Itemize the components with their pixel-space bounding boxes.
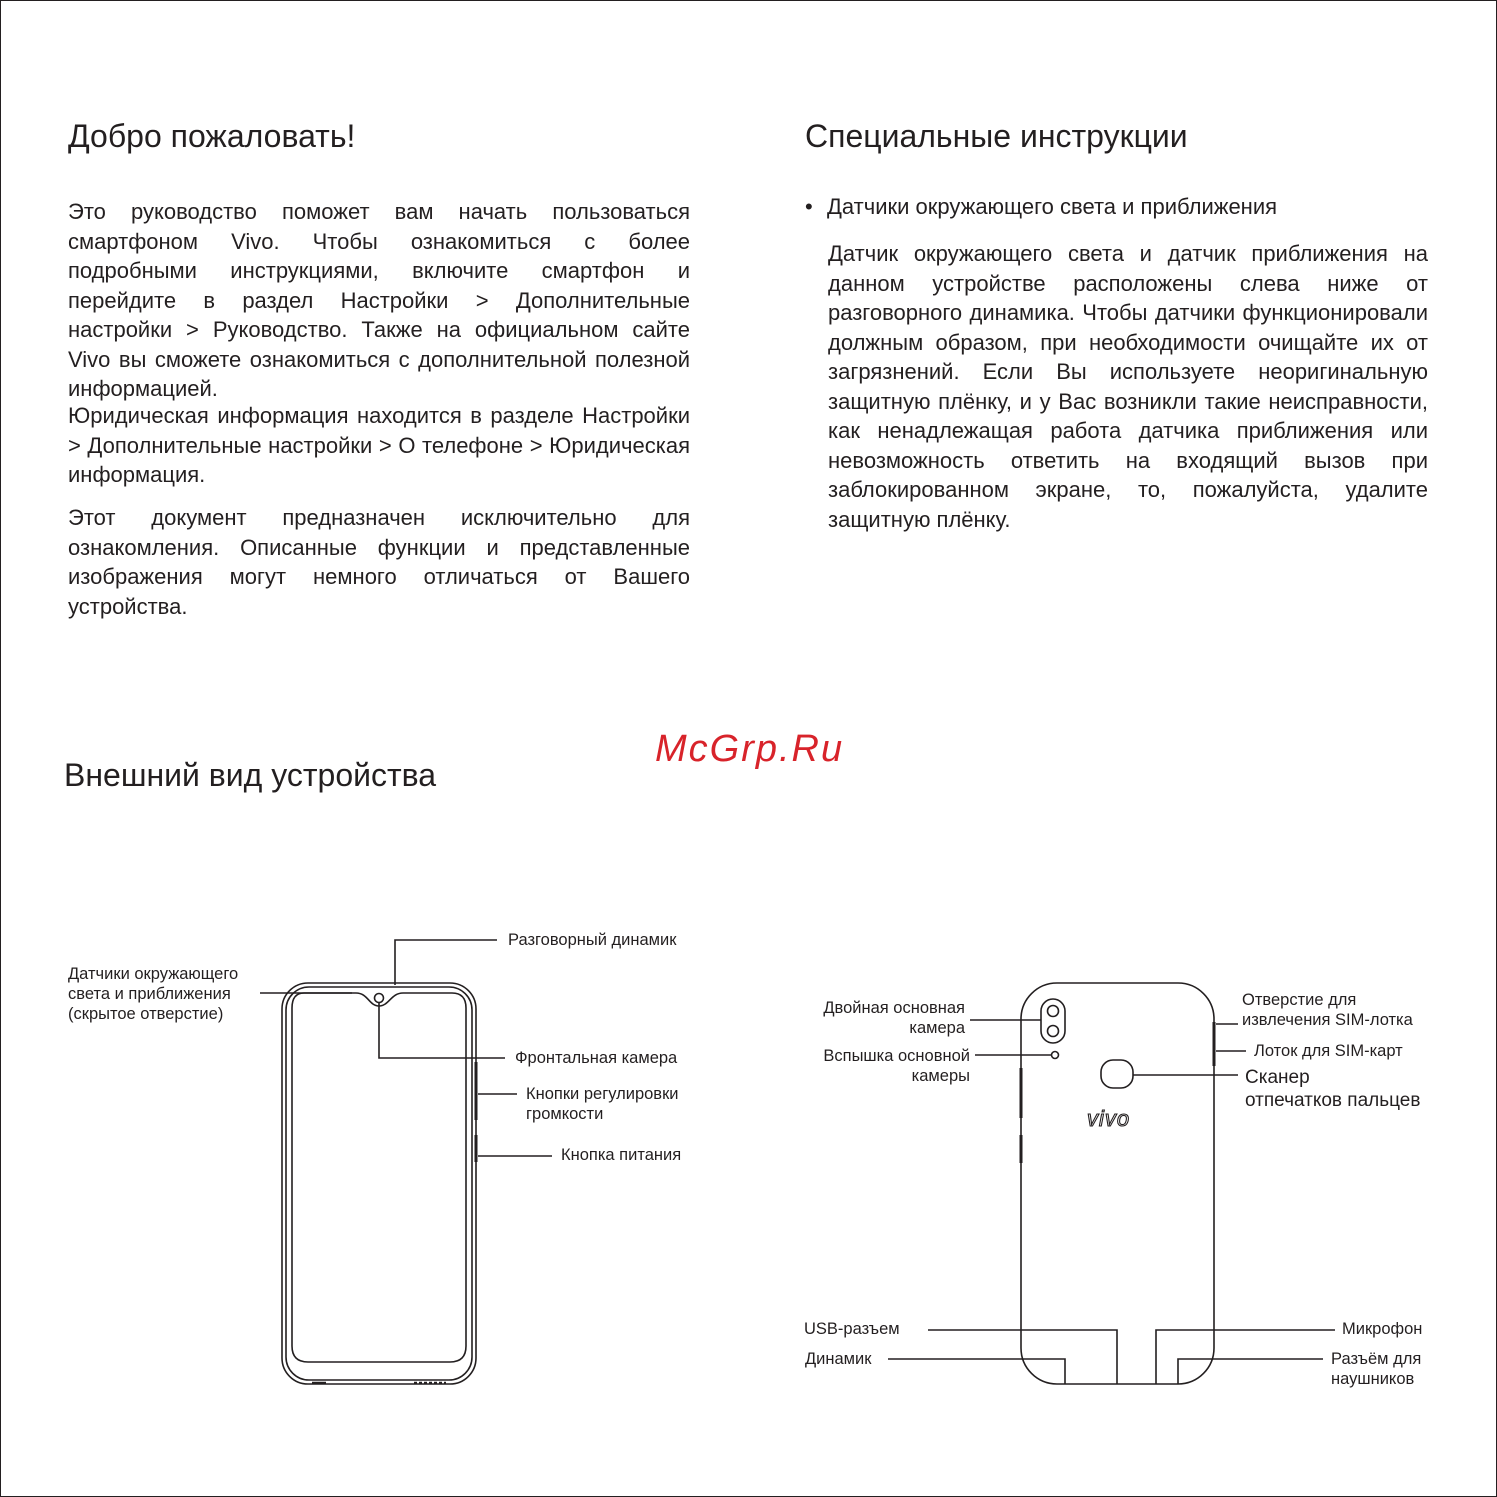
leader-mic [1156,1330,1335,1384]
label-dual-camera-line-1: Двойная основная [823,999,965,1017]
watermark: McGrp.Ru [655,728,845,770]
label-sim-hole-line-1: Отверстие для [1242,991,1357,1009]
special-instructions-title: Специальные инструкции [805,118,1188,154]
label-sim-tray: Лоток для SIM-карт [1254,1042,1403,1060]
welcome-paragraph-3: Этот документ предназначен исключительно для ознакомления. Описанные функции и представленные изображения могут немного отличаться от Вашего устройства. [68,505,690,619]
label-volume [526,1084,679,1124]
bullet-text: Датчики окружающего света и приближения [827,194,1278,219]
special-instructions-paragraph: Датчик окружающего света и датчик приближения на данном устройстве расположены слева ниже от разговорного динамика. Чтобы датчики функционировали должным образом, при необходимости очищайте их от загрязнений. Если Вы используете неоригинальную защитную плёнку, и у Вас возникли такие неисправности, как ненадлежащая работа датчика приближения или невозможность ответить на входящий вызов при заблокированном экране, то, пожалуйста, удалите защитную плёнку. [828,241,1428,532]
label-volume-line-1: Кнопки регулировки [526,1085,679,1103]
label-dual-camera [790,998,965,1038]
label-usb: USB-разъем [804,1320,900,1338]
label-bottom-speaker: Динамик [805,1350,872,1368]
label-front-camera: Фронтальная камера [515,1049,678,1067]
welcome-title: Добро пожаловать! [68,118,356,154]
label-headphone [1331,1349,1421,1389]
label-flash-line-1: Вспышка основной [823,1047,970,1065]
vivo-logo: vivo [1087,1106,1131,1131]
label-volume-line-2: громкости [526,1105,604,1123]
label-sensors-line-1: Датчики окружающего [68,965,239,983]
label-sim-hole-line-2: извлечения SIM-лотка [1242,1011,1413,1029]
welcome-paragraph-2: Юридическая информация находится в разделе Настройки > Дополнительные настройки > О телефоне > Юридическая информация. [68,403,690,487]
appearance-title: Внешний вид устройства [64,757,437,793]
bullet-dot: • [805,194,813,219]
label-mic: Микрофон [1342,1320,1423,1338]
leader-headphone [1178,1359,1323,1384]
label-headphone-line-2: наушников [1331,1370,1415,1388]
label-speaker: Разговорный динамик [508,931,677,949]
label-flash [790,1046,970,1086]
label-sim-hole [1242,990,1413,1030]
label-dual-camera-line-2: камера [909,1019,965,1037]
leader-speaker [395,940,497,985]
label-fingerprint [1245,1066,1420,1112]
label-sensors-line-2: света и приближения [68,985,231,1003]
label-fingerprint-line-2: отпечатков пальцев [1245,1090,1421,1111]
label-sensors [68,964,238,1024]
back-phone-drawing [1021,983,1214,1384]
welcome-paragraph-1: Это руководство поможет вам начать пользоваться смартфоном Vivo. Чтобы ознакомиться с более подробными инструкциями, включите смартфон и перейдите в раздел Настройки > Дополнительные настройки > Руководство. Также на официальном сайте Vivo вы сможете ознакомиться с дополнительной полезной информацией. [68,199,690,401]
label-fingerprint-line-1: Сканер [1245,1067,1310,1088]
label-headphone-line-1: Разъём для [1331,1350,1422,1368]
label-power: Кнопка питания [561,1146,682,1164]
leader-bottom-speaker [888,1359,1065,1384]
label-flash-line-2: камеры [911,1067,970,1085]
label-sensors-line-3: (скрытое отверстие) [68,1005,224,1023]
leader-front-camera [379,1002,505,1058]
